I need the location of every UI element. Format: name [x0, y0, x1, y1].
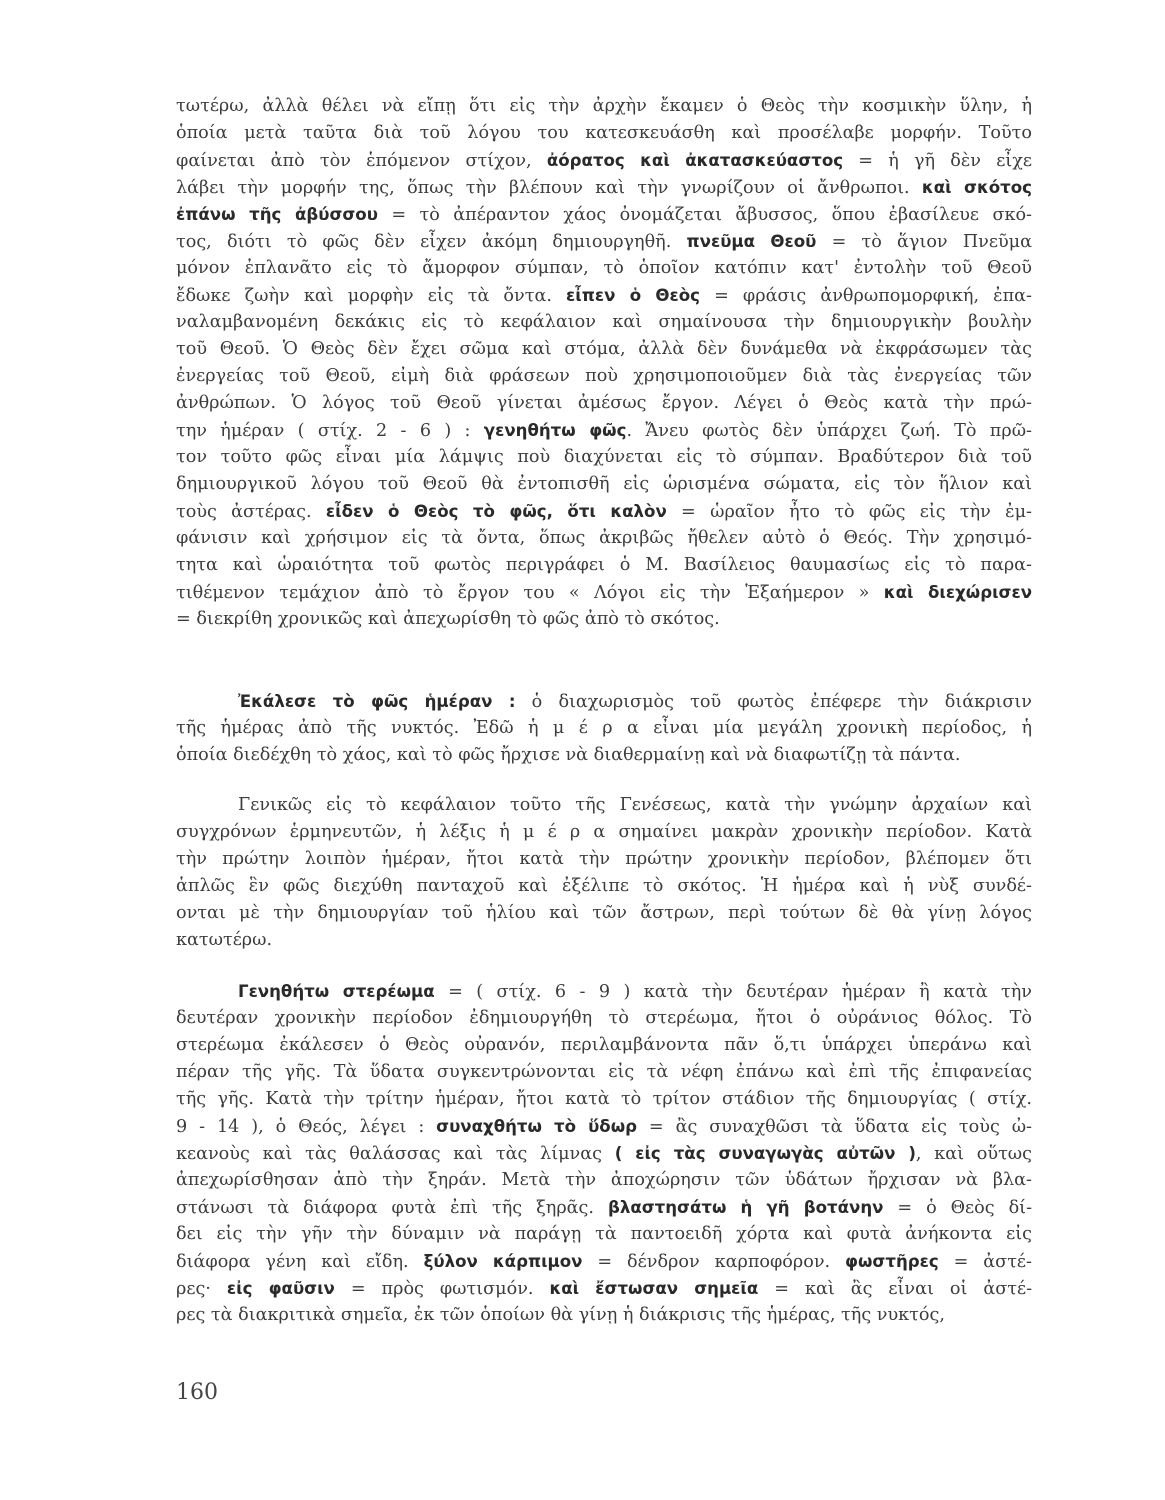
text-line	[176, 309, 1032, 336]
bold-term: εἶδεν ὁ Θεὸς τὸ φῶς, ὅτι καλὸν	[325, 502, 667, 521]
text-run: δει εἰς τὴν γῆν τὴν δύναμιν νὰ παράγῃ τὰ παντοειδῆ χόρτα καὶ φυτὰ ἀνήκοντα εἰς	[176, 1224, 1032, 1244]
text-run: τῆς γῆς. Κατὰ τὴν τρίτην ἡμέραν, ἤτοι κατὰ τὸ τρίτον στάδιον τῆς δημιουργίας ( στίχ.	[176, 1089, 1032, 1109]
text-line	[176, 715, 1032, 742]
text-run: = πρὸς φωτισμόν.	[334, 1279, 550, 1299]
text-run: ἔδωκε ζωὴν καὶ μορφὴν εἰς τὰ ὄντα.	[176, 286, 567, 306]
text-run: 9 - 14 ), ὁ Θεός, λέγει :	[176, 1117, 437, 1137]
text-run: συγχρόνων ἑρμηνευτῶν, ἡ λέξις ἡ μ έ ρ α σημαίνει μακρὰν χρονικὴν περίοδον. Κατὰ	[176, 822, 1032, 842]
text-line	[176, 417, 1032, 444]
text-line	[176, 471, 1032, 498]
text-line	[176, 1302, 1032, 1329]
text-run: = ὁ Θεὸς δί-	[883, 1198, 1032, 1218]
text-line	[176, 1140, 1032, 1167]
text-line	[176, 1005, 1032, 1032]
text-run: = ἡ γῆ δὲν εἶχε	[843, 151, 1032, 171]
text-line	[176, 1221, 1032, 1248]
text-run: ὁ διαχωρισμὸς τοῦ φωτὸς ἐπέφερε τὴν διάκρισιν	[515, 692, 1032, 712]
bold-term: εἶπεν ὁ Θεὸς	[566, 286, 700, 305]
text-run: = ἀστέ-	[938, 1252, 1032, 1272]
text-run: τιθέμενον τεμάχιον ἀπὸ τὸ ἔργον του « Λόγοι εἰς τὴν Ἑξαήμερον »	[176, 583, 884, 603]
text-line	[176, 498, 1032, 525]
text-line	[176, 282, 1032, 309]
text-run: ὁποία διεδέχθη τὸ χάος, καὶ τὸ φῶς ἤρχισε νὰ διαθερμαίνῃ καὶ νὰ διαφωτίζῃ τὰ πάντα.	[176, 745, 961, 765]
text-run: = τὸ ἅγιον Πνεῦμα	[816, 232, 1032, 252]
text-run: στάνωσι τὰ διάφορα φυτὰ ἐπὶ τῆς ξηρᾶς.	[176, 1198, 608, 1218]
text-line	[176, 1248, 1032, 1275]
text-run: ὁποία μετὰ ταῦτα διὰ τοῦ λόγου του κατεσκευάσθη καὶ προσέλαβε μορφήν. Τοῦτο	[176, 123, 1032, 143]
text-run: τον τοῦτο φῶς εἶναι μία λάμψις ποὺ διαχύνεται εἰς τὸ σύμπαν. Βραδύτερον διὰ τοῦ	[176, 447, 1032, 467]
text-line	[176, 819, 1032, 846]
bold-term: ( εἰς τὰς συναγωγὰς αὐτῶν )	[614, 1144, 916, 1163]
bold-term: γενηθήτω φῶς	[483, 421, 627, 440]
text-line	[176, 93, 1032, 120]
text-run: τωτέρω, ἀλλὰ θέλει νὰ εἴπῃ ὅτι εἰς τὴν ἀρχὴν ἔκαμεν ὁ Θεὸς τὴν κοσμικὴν ὕλην, ἡ	[176, 96, 1032, 116]
text-line	[176, 742, 1032, 769]
text-run: ἀνθρώπων. Ὁ λόγος τοῦ Θεοῦ γίνεται ἀμέσως ἔργον. Λέγει ὁ Θεὸς κατὰ τὴν πρώ-	[176, 393, 1032, 413]
text-run: κεανοὺς καὶ τὰς θαλάσσας καὶ τὰς λίμνας	[176, 1144, 615, 1164]
text-line	[176, 552, 1032, 579]
text-line	[176, 120, 1032, 147]
bold-term: συναχθήτω τὸ ὕδωρ	[436, 1117, 638, 1136]
text-run: = ἂς συναχθῶσι τὰ ὕδατα εἰς τοὺς ὠ-	[637, 1117, 1032, 1137]
text-run: , καὶ οὕτως	[915, 1144, 1032, 1164]
text-line	[176, 336, 1032, 363]
text-run: = ὡραῖον ἦτο τὸ φῶς εἰς τὴν ἐμ-	[666, 502, 1032, 522]
text-run: = ( στίχ. 6 - 9 ) κατὰ τὴν δευτέραν ἡμέραν ἢ κατὰ τὴν	[434, 982, 1032, 1002]
text-run: ἀπεχωρίσθησαν ἀπὸ τὴν ξηράν. Μετὰ τὴν ἀποχώρησιν τῶν ὑδάτων ἤρχισαν νὰ βλα-	[176, 1170, 1032, 1190]
text-line	[176, 978, 1032, 1005]
text-run: τητα καὶ ὡραιότητα τοῦ φωτὸς περιγράφει ὁ Μ. Βασίλειος θαυμασίως εἰς τὸ παρα-	[176, 555, 1032, 575]
text-run: ρες τὰ διακριτικὰ σημεῖα, ἐκ τῶν ὁποίων θὰ γίνῃ ἡ διάκρισις τῆς ἡμέρας, τῆς νυκτός,	[176, 1305, 945, 1325]
bold-term: καὶ ἔστωσαν σημεῖα	[549, 1279, 759, 1298]
paragraph-day-meaning	[176, 792, 1032, 954]
text-run: τῆς ἡμέρας ἀπὸ τῆς νυκτός. Ἐδῶ ἡ μ έ ρ α εἶναι μία μεγάλη χρονικὴ περίοδος, ἡ	[176, 718, 1032, 738]
text-run: κατωτέρω.	[176, 930, 273, 950]
bold-term: ἐπάνω τῆς ἀβύσσου	[176, 205, 378, 224]
text-line	[176, 900, 1032, 927]
text-run: τοὺς ἀστέρας.	[176, 502, 326, 522]
text-line	[176, 1167, 1032, 1194]
bold-term: ξύλον κάρπιμον	[423, 1252, 583, 1271]
text-line	[176, 927, 1032, 954]
text-line	[176, 1113, 1032, 1140]
text-run: φάνισιν καὶ χρήσιμον εἰς τὰ ὄντα, ὅπως ἀκριβῶς ἤθελεν αὐτὸ ὁ Θεός. Τὴν χρησιμό-	[176, 528, 1032, 548]
bold-term: φωστῆρες	[845, 1252, 939, 1271]
bold-term: καὶ διεχώρισεν	[883, 583, 1032, 602]
text-run: τὴν πρώτην λοιπὸν ἡμέραν, ἤτοι κατὰ τὴν πρώτην χρονικὴν περίοδον, βλέπομεν ὅτι	[176, 849, 1032, 869]
text-line	[176, 228, 1032, 255]
bold-term: πνεῦμα Θεοῦ	[686, 232, 817, 251]
text-line	[176, 792, 1032, 819]
text-line	[176, 873, 1032, 900]
text-run: = φράσις ἀνθρωπομορφική, ἐπα-	[699, 286, 1032, 306]
text-line	[176, 390, 1032, 417]
paragraph-genesis-commentary	[176, 93, 1032, 633]
text-run: πέραν τῆς γῆς. Τὰ ὕδατα συγκεντρώνονται εἰς τὰ νέφη ἐπάνω καὶ ἐπὶ τῆς ἐπιφανείας	[176, 1062, 1032, 1082]
text-line	[176, 363, 1032, 390]
text-line	[176, 1275, 1032, 1302]
text-run: = δένδρον καρποφόρον.	[582, 1252, 846, 1272]
text-run: ἁπλῶς ἓν φῶς διεχύθη πανταχοῦ καὶ ἐξέλιπε τὸ σκότος. Ἡ ἡμέρα καὶ ἡ νὺξ συνδέ-	[176, 876, 1032, 896]
text-line	[176, 1086, 1032, 1113]
text-run: ἐνεργείας τοῦ Θεοῦ, εἰμὴ διὰ φράσεων ποὺ χρησιμοποιοῦμεν διὰ τὰς ἐνεργείας τῶν	[176, 366, 1032, 386]
bold-term: Ἐκάλεσε τὸ φῶς ἡμέραν :	[238, 692, 516, 711]
text-line	[176, 174, 1032, 201]
text-line	[176, 1032, 1032, 1059]
text-run: ρες·	[176, 1279, 227, 1299]
text-line	[176, 1059, 1032, 1086]
text-run: λάβει τὴν μορφήν της, ὅπως τὴν βλέπουν καὶ τὴν γνωρίζουν οἱ ἄνθρωποι.	[176, 178, 922, 198]
paragraph-firmament	[176, 978, 1032, 1329]
bold-term: βλαστησάτω ἡ γῆ βοτάνην	[607, 1198, 884, 1217]
text-run: ναλαμβανομένη δεκάκις εἰς τὸ κεφάλαιον καὶ σημαίνουσα τὴν δημιουργικὴν βουλὴν	[176, 312, 1032, 332]
text-run: = διεκρίθη χρονικῶς καὶ ἀπεχωρίσθη τὸ φῶς ἀπὸ τὸ σκότος.	[176, 609, 720, 629]
bold-term: Γενηθήτω στερέωμα	[238, 982, 435, 1001]
bold-term: καὶ σκότος	[921, 178, 1032, 197]
text-run: τος, διότι τὸ φῶς δὲν εἶχεν ἀκόμη δημιουργηθῆ.	[176, 232, 687, 252]
text-run: = καὶ ἂς εἶναι οἱ ἀστέ-	[758, 1279, 1032, 1299]
text-run: μόνον ἐπλανᾶτο εἰς τὸ ἄμορφον σύμπαν, τὸ ὁποῖον κατόπιν κατ' ἐντολὴν τοῦ Θεοῦ	[176, 258, 1032, 278]
text-line	[176, 201, 1032, 228]
bold-term: ἀόρατος καὶ ἀκατασκεύαστος	[546, 151, 844, 170]
text-line	[176, 846, 1032, 873]
text-line	[176, 525, 1032, 552]
text-line	[176, 579, 1032, 606]
text-run: στερέωμα ἐκάλεσεν ὁ Θεὸς οὐρανόν, περιλαμβάνοντα πᾶν ὅ,τι ὑπάρχει ὑπεράνω καὶ	[176, 1035, 1032, 1055]
text-run: ονται μὲ τὴν δημιουργίαν τοῦ ἡλίου καὶ τῶν ἄστρων, περὶ τούτων δὲ θὰ γίνῃ λόγος	[176, 903, 1032, 923]
text-line	[176, 688, 1032, 715]
text-run: φαίνεται ἀπὸ τὸν ἑπόμενον στίχον,	[176, 151, 547, 171]
text-run: διάφορα γένη καὶ εἴδη.	[176, 1252, 424, 1272]
text-line	[176, 255, 1032, 282]
text-run: Γενικῶς εἰς τὸ κεφάλαιον τοῦτο τῆς Γενέσεως, κατὰ τὴν γνώμην ἀρχαίων καὶ	[238, 795, 1032, 815]
text-run: δημιουργικοῦ λόγου τοῦ Θεοῦ θὰ ἐντοπισθῆ εἰς ὡρισμένα σώματα, εἰς τὸν ἥλιον καὶ	[176, 474, 1032, 494]
page-number: 160	[176, 1380, 218, 1405]
text-line	[176, 147, 1032, 174]
text-run: . Ἄνευ φωτὸς δὲν ὑπάρχει ζωή. Τὸ πρῶ-	[626, 421, 1032, 441]
text-line	[176, 1194, 1032, 1221]
paragraph-day-light	[176, 688, 1032, 769]
text-line	[176, 606, 1032, 633]
bold-term: εἰς φαῦσιν	[226, 1279, 335, 1298]
text-run: τοῦ Θεοῦ. Ὁ Θεὸς δὲν ἔχει σῶμα καὶ στόμα, ἀλλὰ δὲν δυνάμεθα νὰ ἐκφράσωμεν τὰς	[176, 339, 1032, 359]
text-run: την ἡμέραν ( στίχ. 2 - 6 ) :	[176, 421, 484, 441]
text-run: δευτέραν χρονικὴν περίοδον ἐδημιουργήθη τὸ στερέωμα, ἤτοι ὁ οὐράνιος θόλος. Τὸ	[176, 1008, 1032, 1028]
text-line	[176, 444, 1032, 471]
text-run: = τὸ ἀπέραντον χάος ὀνομάζεται ἄβυσσος, ὅπου ἐβασίλευε σκό-	[377, 205, 1032, 225]
